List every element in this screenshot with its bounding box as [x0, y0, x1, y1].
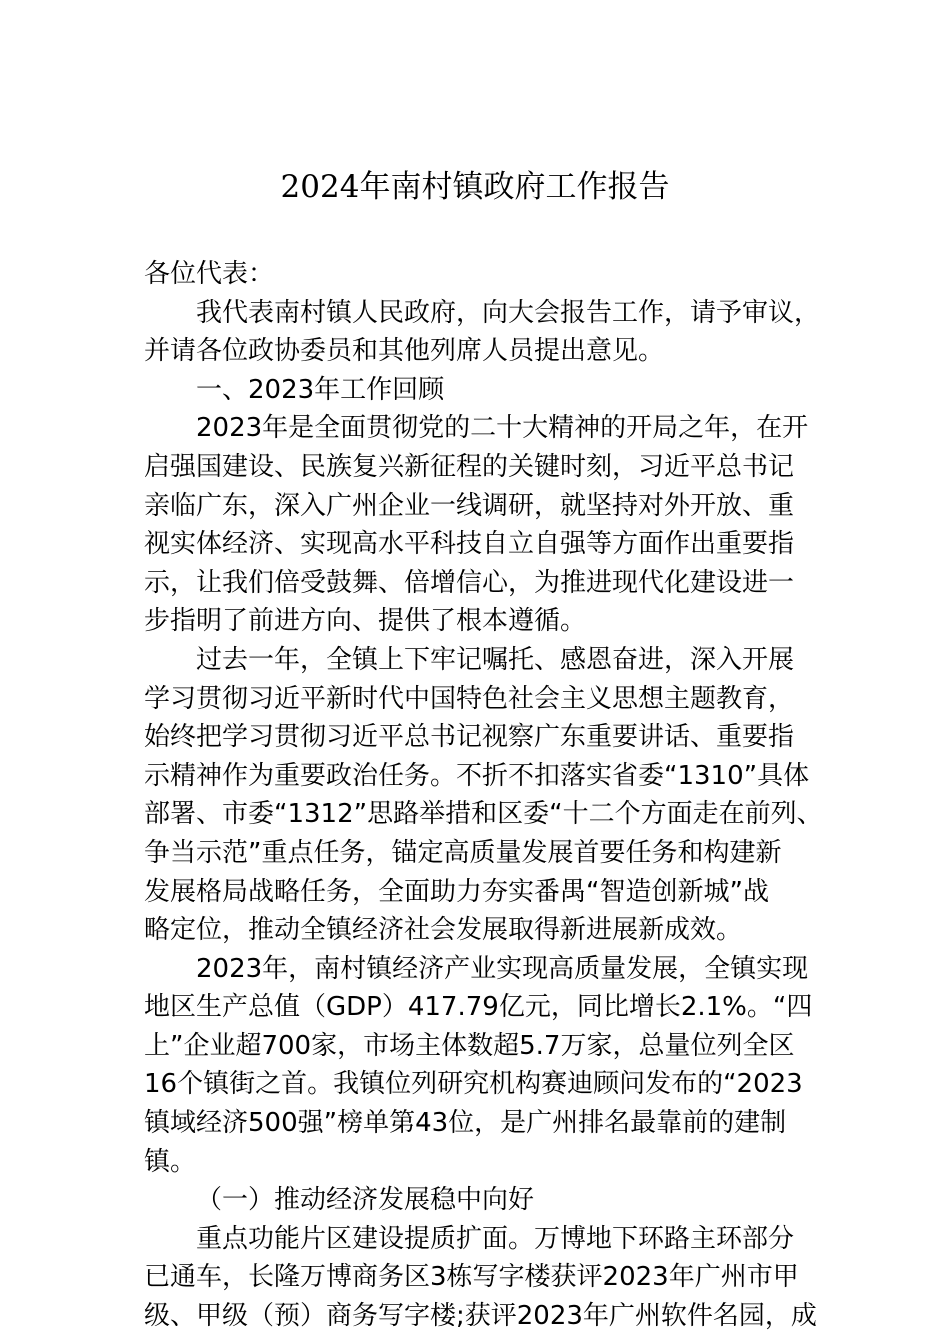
paragraph-line: 2023年是全面贯彻党的二十大精神的开局之年，在开: [196, 413, 809, 444]
paragraph-line: 16个镇街之首。我镇位列研究机构赛迪顾问发布的“2023: [144, 1069, 803, 1100]
document-title: 2024年南村镇政府工作报告: [280, 169, 670, 205]
paragraph-line: 步指明了前进方向、提供了根本遵循。: [144, 606, 587, 637]
paragraph-line: 示，让我们倍受鼓舞、倍增信心，为推进现代化建设进一: [144, 567, 795, 598]
paragraph-line: 视实体经济、实现高水平科技自立自强等方面作出重要指: [144, 529, 795, 560]
paragraph-line: 上”企业超700家，市场主体数超5.7万家，总量位列全区: [144, 1030, 795, 1061]
paragraph-line: 级、甲级（预）商务写字楼;获评2023年广州软件名园，成: [144, 1301, 817, 1332]
paragraph-line: 部署、市委“1312”思路举措和区委“十二个方面走在前列、: [144, 799, 823, 830]
document-body: [144, 255, 824, 1336]
paragraph-line: 镇域经济500强”榜单第43位，是广州排名最靠前的建制: [144, 1108, 787, 1139]
paragraph-line: 过去一年，全镇上下牢记嘱托、感恩奋进，深入开展: [196, 644, 795, 675]
paragraph-line: 始终把学习贯彻习近平总书记视察广东重要讲话、重要指: [144, 722, 795, 753]
paragraph-line: 学习贯彻习近平新时代中国特色社会主义思想主题教育，: [144, 683, 795, 714]
paragraph-line: 2023年，南村镇经济产业实现高质量发展，全镇实现: [196, 953, 809, 984]
salutation-line: 各位代表：: [144, 259, 275, 289]
section-heading: 一、2023年工作回顾: [196, 374, 445, 405]
paragraph-line: 并请各位政协委员和其他列席人员提出意见。: [144, 336, 665, 367]
paragraph-line: 发展格局战略任务，全面助力夯实番禺“智造创新城”战: [144, 876, 769, 907]
paragraph-line: 镇。: [144, 1146, 197, 1177]
paragraph-line: 地区生产总值（GDP）417.79亿元，同比增长2.1%。“四: [144, 992, 813, 1023]
paragraph-line: 我代表南村镇人民政府，向大会报告工作，请予审议，: [196, 297, 821, 328]
paragraph-line: 亲临广东，深入广州企业一线调研，就坚持对外开放、重: [144, 490, 795, 521]
paragraph-line: 略定位，推动全镇经济社会发展取得新进展新成效。: [144, 915, 743, 946]
paragraph-line: 争当示范”重点任务，锚定高质量发展首要任务和构建新: [144, 837, 782, 868]
paragraph-line: 示精神作为重要政治任务。不折不扣落实省委“1310”具体: [144, 760, 810, 791]
paragraph-line: 启强国建设、民族复兴新征程的关键时刻，习近平总书记: [144, 451, 795, 482]
paragraph-line: 重点功能片区建设提质扩面。万博地下环路主环部分: [196, 1223, 795, 1254]
subsection-heading: （一）推动经济发展稳中向好: [196, 1185, 535, 1216]
paragraph-line: 已通车，长隆万博商务区3栋写字楼获评2023年广州市甲: [144, 1262, 799, 1293]
